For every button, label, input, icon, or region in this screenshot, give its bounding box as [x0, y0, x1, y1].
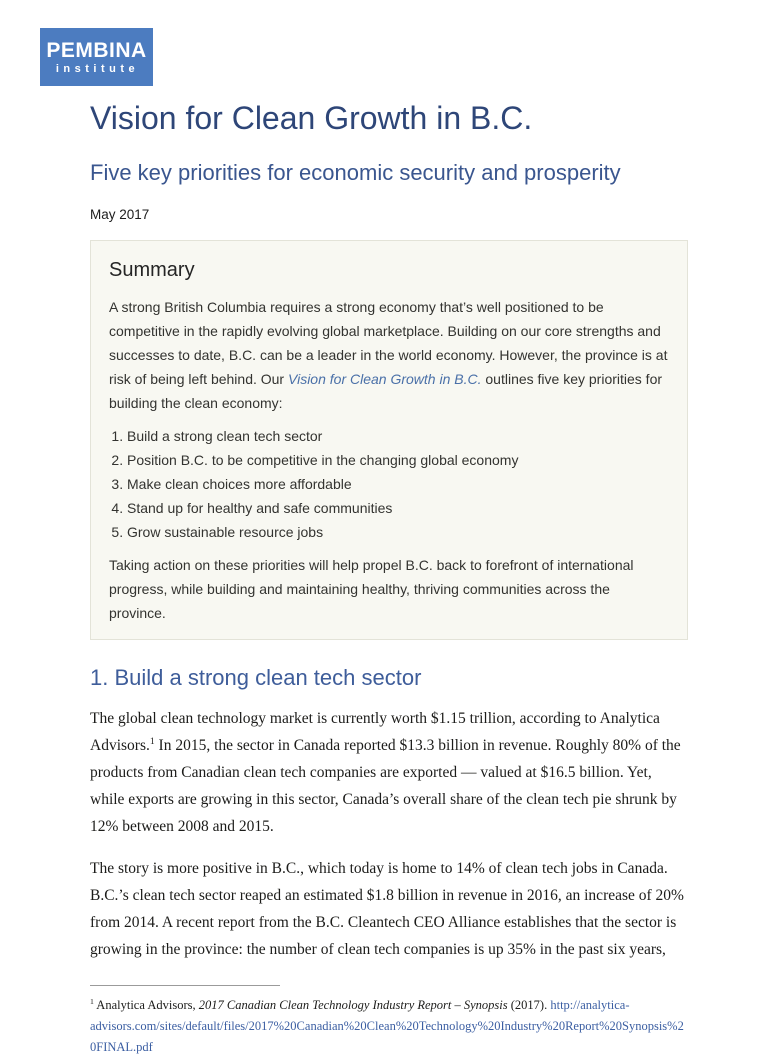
footnote-1 [90, 995, 688, 1058]
section-1-heading: 1. Build a strong clean tech sector [90, 664, 422, 690]
footnote-url-link[interactable]: http://analytica-advisors.com/sites/default/files/2017%20Canadian%20Clean%20Technology%20Industry%20Report%20Synopsis%20FINAL.pdf [90, 998, 684, 1055]
paragraph-text: In 2015, the sector in Canada reported $13.3 billion in revenue. Roughly 80% of the products from Canadian clean tech companies are exported — valued at $16.5 billion. Yet, while exports are growing in this sector, Canada’s overall share of the clean tech pie shrunk by 12% between 2008 and 2015. [90, 737, 681, 836]
logo-wordmark-sub: institute [55, 62, 140, 75]
list-item: 3. Make clean choices more affordable [127, 472, 669, 496]
section-1-paragraph-1 [90, 705, 688, 840]
logo-wordmark: PEMBINA [46, 38, 147, 62]
publication-date: May 2017 [90, 206, 150, 222]
vision-report-link[interactable]: Vision for Clean Growth in B.C. [288, 370, 482, 387]
page-subtitle: Five key priorities for economic security and prosperity [90, 160, 621, 185]
summary-closing-paragraph: Taking action on these priorities will help propel B.C. back to forefront of international progress, while building and maintaining healthy, thriving communities across the province. [109, 556, 634, 621]
list-item: 5. Grow sustainable resource jobs [127, 520, 669, 544]
document-body [90, 0, 688, 1058]
summary-heading: Summary [109, 258, 195, 281]
page-title: Vision for Clean Growth in B.C. [90, 100, 533, 136]
summary-intro-text-1: A strong British Columbia requires a strong economy that’s well positioned to be competitive in the rapidly evolving global marketplace. Building on our core strengths and successes to date, B.C. can be a leader in the world economy. However, the province is at risk of being left behind. Our [109, 298, 668, 387]
list-item: 2. Position B.C. to be competitive in the changing global economy [127, 448, 669, 472]
list-item: 1. Build a strong clean tech sector [127, 424, 669, 448]
summary-intro-text-2: outlines five key priorities for building the clean economy: [109, 370, 663, 411]
list-item: 4. Stand up for healthy and safe communities [127, 496, 669, 520]
priorities-list [109, 424, 669, 544]
footnote-separator [90, 985, 280, 986]
footnote-report-title: 2017 Canadian Clean Technology Industry Report – Synopsis [198, 998, 508, 1013]
footnote-text-1: Analytica Advisors, [93, 998, 199, 1013]
summary-intro-paragraph [109, 295, 669, 415]
footnote-marker: 1 [90, 997, 94, 1007]
paragraph-text: The global clean technology market is currently worth $1.15 trillion, according to Analytica Advisors. [90, 710, 660, 755]
section-1-paragraph-2: The story is more positive in B.C., which today is home to 14% of clean tech jobs in Canada. B.C.’s clean tech sector reaped an estimated $1.8 billion in revenue in 2016, an increase of 20% from 2014. A recent report from the B.C. Cleantech CEO Alliance establishes that the sector is growing in the province: the number of clean tech companies is up 35% in the past six years, [90, 860, 684, 959]
footnote-text-2: (2017). [507, 998, 551, 1013]
summary-box [90, 240, 688, 640]
footnote-reference-marker: 1 [149, 736, 155, 748]
